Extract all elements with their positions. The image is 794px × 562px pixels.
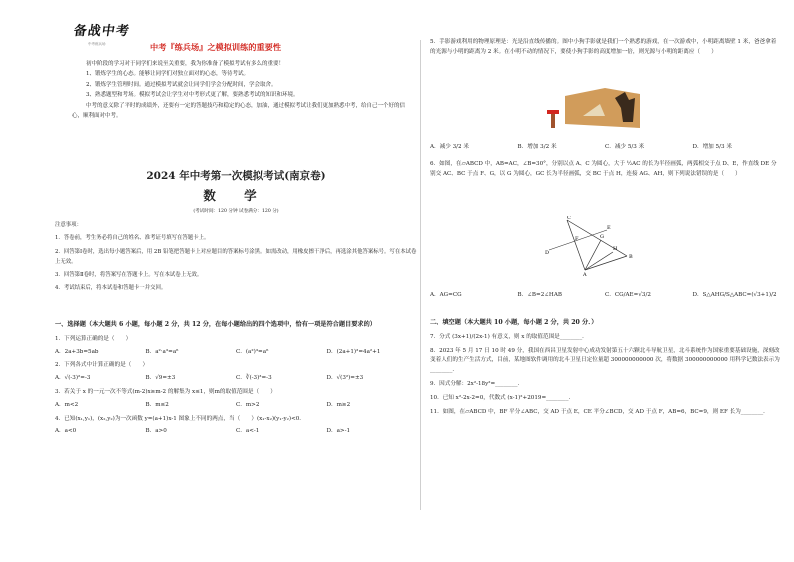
options-row <box>55 427 417 437</box>
section-heading: 一、选择题（本大题共 6 小题，每小题 2 分，共 12 分，在每小题给出的四个选项中，恰有一项是符合题目要求的） <box>55 321 376 328</box>
option: D．√(3²)=±3 <box>326 375 364 382</box>
option: D．a>-1 <box>326 428 351 435</box>
option: B．a²·a³=a⁶ <box>145 348 179 355</box>
geometry-figure <box>545 216 635 276</box>
option: B．m≤2 <box>145 401 169 408</box>
question-stem: 7．分式 (3x+1)/(2x-1) 有意义，则 x 的取值范围是________． <box>430 333 588 340</box>
option: D．(2a+1)²=4a²+1 <box>326 348 381 355</box>
question-stem: 6．如图，在▱ABCD 中，AB=AC，∠B=30°，分别以点 A、C 为圆心，大于 ½AC 的长为半径画弧，两弧相交于点 D、E，作直线 DE 分别交 AC、BC 于点 F、G，以 G 为圆心，GC 长为半径画弧，交 BC 于点 H，连接 AG、AH，则下列说法错误的是（ ） <box>430 161 777 177</box>
question-stem: 5．手影游戏利用的物理原理是：光是沿直线传播的。图中小狗手影就是我们一个熟悉的游戏，在一次游戏中，小明距离墙壁 1 米，爸爸拿着的光源与小明的距离为 2 米。在小明不动的情况下，要使小狗手影的高度增加一倍，则光源与小明的距离应（ ） <box>430 39 777 55</box>
question-stem: 1．下列运算正确的是（ ） <box>55 335 132 342</box>
option: A．2a+3b=5ab <box>55 348 99 355</box>
point-label: B <box>629 254 633 260</box>
options-row <box>55 401 417 411</box>
note-item: 4．考试结束后，将本试卷和答题卡一并交回。 <box>55 285 167 292</box>
notes-block <box>55 220 417 297</box>
question-stem: 9．因式分解：2x²-18y²=________． <box>430 380 524 387</box>
note-item: 1．答卷前，考生务必将自己的姓名、准考证号填写在答题卡上。 <box>55 235 210 242</box>
option: C．减少 5/3 米 <box>605 144 645 150</box>
intro-lead: 初中阶段的学习对于同学们来说至关重要，我为你准备了模拟考试有多么的重要！ <box>86 61 285 67</box>
option: A．a<0 <box>55 428 77 435</box>
point-label: C <box>567 216 571 221</box>
column-divider <box>420 40 421 510</box>
question-stem: 4．已知(x₁,y₁)，(x₂,y₂)为一次函数 y=(a+1)x-1 图象上不同的两点，当（ ）(x₁-x₂)(y₁-y₂)<0． <box>55 415 305 422</box>
option: B．∠B=2∠HAB <box>517 292 562 298</box>
logo-subtitle: 中考练兵场 <box>88 42 106 46</box>
intro-point: 2、锻炼学生管理时间。通过模拟考试就会让同学们学会分配时间，学会取舍。 <box>86 81 277 88</box>
logo-title: 备战中考 <box>72 24 131 39</box>
option: C．∛(-3)³=-3 <box>236 375 272 382</box>
section-multiple-choice <box>55 320 417 437</box>
point-label: E <box>607 225 611 231</box>
option: B．增加 3/2 米 <box>517 144 557 150</box>
option: A．减少 3/2 米 <box>430 144 469 150</box>
question-6-options <box>430 288 780 301</box>
options-row <box>55 374 417 384</box>
section-fill-blank <box>430 318 780 417</box>
option: A．AG=CG <box>430 292 462 298</box>
note-item: 3．回答第Ⅱ卷时，将答案写在答题卡上。写在本试卷上无效。 <box>55 272 203 279</box>
note-item: 2．回答第Ⅰ卷时，选出每小题答案后，用 2B 铅笔把答题卡上对应题目的答案标号涂黑。如需改动，用橡皮擦干净后，再选涂其他答案标号。写在本试卷上无效。 <box>55 248 417 265</box>
point-label: H <box>613 246 618 252</box>
exam-subject: 数 学 <box>203 188 269 203</box>
option: C．a<-1 <box>236 428 260 435</box>
options-row <box>430 143 780 153</box>
option: D．增加 5/3 米 <box>692 144 732 150</box>
notes-heading: 注意事项： <box>55 222 82 228</box>
option: D．S△AHG/S△ABC=(√3+1)/2 <box>692 292 777 298</box>
hand-shadow-figure <box>545 86 655 134</box>
question-stem: 2．下列各式中计算正确的是（ ） <box>55 362 149 369</box>
option: A．m<2 <box>55 401 79 408</box>
option: B．√9=±3 <box>145 375 176 382</box>
point-label: G <box>600 234 604 240</box>
intro-point: 1、锻炼学生的心态。能够让同学们对独立面对的心态，等待考试。 <box>86 71 250 78</box>
point-label: F <box>575 236 579 242</box>
intro-block <box>72 59 410 122</box>
option: C．m>2 <box>236 401 260 408</box>
question-stem: 10．已知 x²-2x-2=0，代数式 (x-1)²+2019=________． <box>430 394 575 401</box>
option: C．(a²)³=a⁶ <box>236 348 269 355</box>
question-stem: 3．若关于 x 的一元一次不等式(m-2)x≥m-2 的解集为 x≤1，则m的取值范围是（ ） <box>55 388 276 395</box>
exam-meta: (考试时间：120 分钟 试卷满分：120 分) <box>193 209 279 214</box>
exam-title: 2024 年中考第一次模拟考试(南京卷) <box>146 170 326 182</box>
point-label: A <box>583 272 587 276</box>
question-5-options <box>430 140 780 153</box>
point-label: D <box>545 250 550 256</box>
option: D．m≥2 <box>326 401 351 408</box>
question-stem: 8．2023 年 5 月 17 日 10 时 49 分，我国在西昌卫星发射中心成功发射第五十六颗北斗导航卫星，北斗系统作为国家重要基础设施，深刻改变着人们的生产生活方式，目前，某地图软件调用的北斗卫星日定位量超 300000000000 次，将数据 300000000000 用科学记数法表示为________． <box>430 347 780 374</box>
section-heading: 二、填空题（本大题共 10 小题，每小题 2 分，共 20 分．） <box>430 319 598 326</box>
option: A．√(-3)²=-3 <box>55 375 91 382</box>
banner-title: 中考『练兵场』之模拟训练的重要性 <box>150 42 282 52</box>
option: C．CG/AE=√3/2 <box>605 292 651 298</box>
question-6 <box>430 160 780 180</box>
intro-closing: 中考的意义除了平时的成绩外，还要有一定的答题技巧和稳定的心态，加油，通过模拟考试让我们更加熟悉中考，给自己一个好的信心，顺利面对中考。 <box>72 102 406 120</box>
intro-point: 3、熟悉题型和考场。模拟考试会让学生对中考形式更了解，要熟悉考试的知识和环境。 <box>86 92 299 99</box>
question-stem: 11．如图，在▱ABCD 中，BF 平分∠ABC，交 AD 于点 E，CE 平分∠BCD，交 AD 于点 F，AB=6，BC=9，则 EF 长为________． <box>430 408 769 415</box>
options-row <box>55 348 417 358</box>
brand-logo <box>74 20 154 50</box>
option: B．a>0 <box>145 428 167 435</box>
question-5 <box>430 38 780 58</box>
options-row <box>430 291 780 301</box>
